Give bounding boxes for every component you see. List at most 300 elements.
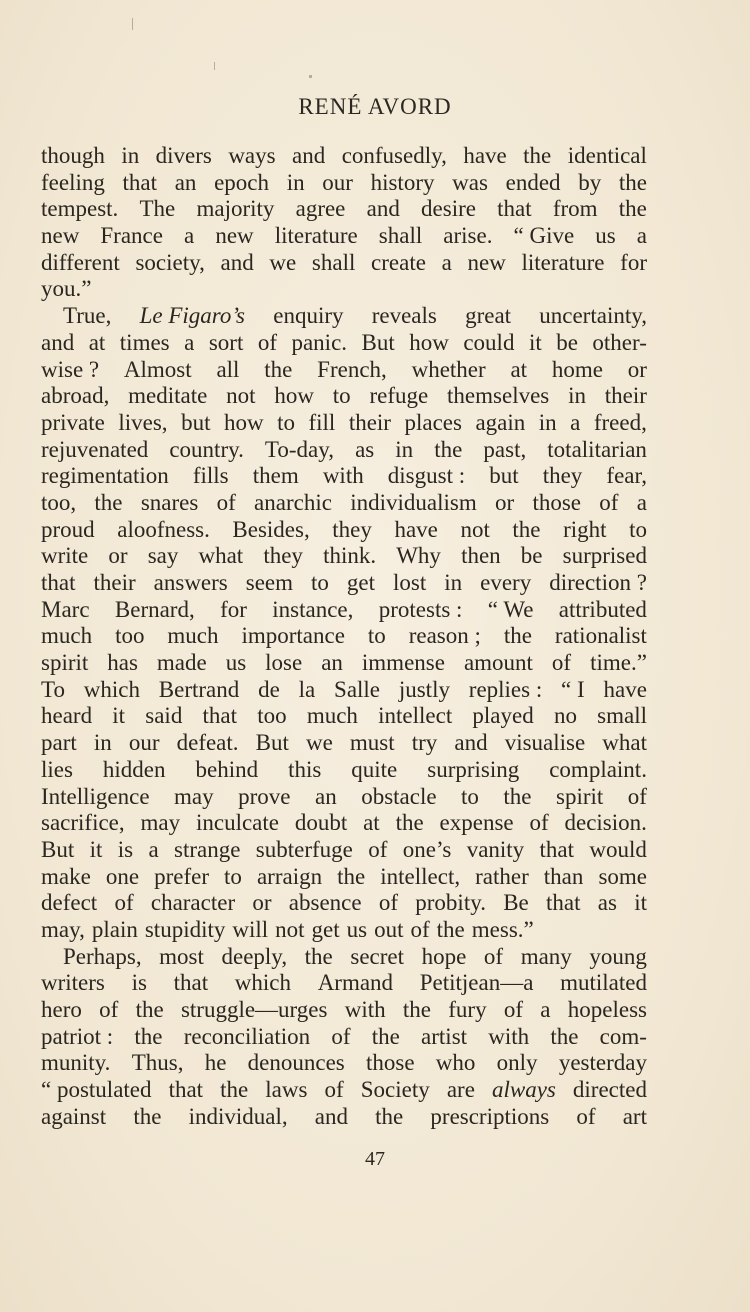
word: create [371, 249, 426, 275]
word: writers [41, 970, 105, 996]
word: a [636, 489, 647, 515]
word: the [304, 943, 333, 969]
word: their [604, 383, 647, 409]
word: too, [41, 489, 77, 515]
word: to [629, 516, 647, 542]
word: doubt [294, 810, 348, 836]
word: character [150, 890, 236, 916]
word: us [346, 916, 368, 942]
word: at [510, 356, 528, 382]
word: epoch [214, 169, 270, 195]
word: absence [288, 890, 362, 916]
text-line [41, 650, 647, 677]
word: and [41, 329, 75, 355]
word: of [114, 890, 134, 916]
word: with [344, 997, 386, 1022]
word: us [225, 650, 247, 676]
word: wise ? [41, 356, 100, 382]
word: that [168, 1077, 204, 1103]
word: may, [41, 916, 85, 942]
word: try [411, 730, 438, 756]
word: lost [393, 570, 427, 595]
word: spirit [556, 783, 604, 809]
word: but [181, 409, 211, 435]
word: a [636, 223, 647, 249]
word: yesterday [558, 1050, 647, 1076]
word: “ Give [513, 223, 575, 249]
word: with [322, 463, 364, 489]
word: who [435, 1050, 476, 1076]
word: stupidity [144, 916, 226, 942]
word: young [589, 943, 647, 969]
word: sort [208, 329, 244, 355]
word: say [147, 543, 179, 569]
word: Society [360, 1077, 430, 1103]
word: this [288, 756, 322, 782]
word: great [465, 303, 512, 329]
text-line [41, 890, 647, 917]
word: subterfuge [255, 836, 353, 862]
word: than [543, 863, 584, 889]
word: Bernard, [114, 596, 195, 622]
word: a [184, 329, 195, 355]
word: from [552, 196, 598, 222]
word: in [395, 436, 414, 462]
text-line [41, 357, 647, 384]
word: rejuvenated [41, 436, 149, 462]
word: no [553, 703, 577, 729]
word: seem [245, 570, 294, 595]
word: To-day, [264, 436, 334, 462]
word: literature [274, 223, 358, 249]
text-line [41, 730, 647, 757]
text-line [41, 597, 647, 624]
word: again [475, 409, 526, 435]
word: to [224, 863, 242, 889]
word: has [107, 650, 138, 676]
word: reason ; [408, 623, 481, 649]
word: prescriptions [430, 1103, 550, 1129]
word: the [220, 1077, 249, 1103]
word: But [41, 836, 75, 862]
word: those [365, 1050, 415, 1076]
word: French, [317, 356, 387, 382]
page-body-text [41, 143, 647, 1130]
word: vanity [466, 836, 525, 862]
text-line [41, 1077, 647, 1104]
paper-speck [309, 75, 312, 78]
word: of [483, 943, 504, 969]
word: will [232, 916, 269, 942]
word: be [556, 329, 578, 355]
word: too [257, 703, 287, 729]
word: it [634, 890, 647, 916]
word: not [460, 516, 490, 542]
word: hero [41, 997, 82, 1022]
word: fear, [606, 463, 647, 489]
word: whether [411, 356, 486, 382]
word: played [472, 703, 534, 729]
word: an [315, 783, 337, 809]
word: protests : [378, 596, 463, 622]
word: confusedly, [341, 143, 447, 168]
word: of [257, 329, 277, 355]
word: Besides, [232, 516, 310, 542]
word: answers [153, 570, 228, 595]
word: com- [599, 1023, 647, 1049]
word: complaint. [549, 756, 647, 782]
word: anarchic [254, 489, 332, 515]
word: in [286, 169, 305, 195]
word: of [378, 890, 399, 916]
word: “ postulated [41, 1077, 152, 1103]
word: not [275, 916, 305, 942]
word: reveals [371, 303, 437, 329]
word: how [274, 383, 314, 409]
word: of [410, 916, 430, 942]
word: hope [421, 943, 467, 969]
word: much [167, 623, 219, 649]
word: rationalist [554, 623, 647, 649]
word: the [402, 997, 431, 1022]
word: times [119, 329, 170, 355]
word: they [263, 543, 303, 569]
word: home [551, 356, 603, 382]
word: refuge [369, 383, 429, 409]
word: defect [41, 890, 98, 916]
word: all [216, 356, 240, 382]
word: to [332, 383, 351, 409]
text-line [41, 570, 647, 597]
word: said [145, 703, 183, 729]
word: surprised [562, 543, 647, 569]
word: fill [308, 409, 336, 435]
word: struggle—urges [180, 997, 328, 1022]
text-line [41, 1024, 647, 1051]
word: inculcate [195, 810, 279, 836]
word: to [367, 623, 386, 649]
word: as [597, 890, 617, 916]
word: and [292, 143, 326, 168]
word: laws [265, 1077, 308, 1103]
word: Armand [317, 970, 394, 996]
word: “ We [487, 596, 534, 622]
word: places [404, 409, 462, 435]
text-line [41, 276, 647, 303]
word: denounces [247, 1050, 345, 1076]
word: at [363, 810, 380, 836]
word: defeat. [176, 730, 239, 756]
word: Bertrand [158, 676, 240, 702]
word: those [532, 489, 581, 515]
word: other- [592, 329, 647, 355]
word: individualism [350, 489, 477, 515]
word: intellect [378, 703, 453, 729]
word: divers [155, 143, 212, 168]
word: most [159, 943, 204, 969]
text-line [41, 784, 647, 811]
word: have [463, 143, 507, 168]
word: freed, [593, 409, 647, 435]
text-line [41, 864, 647, 891]
word: past, [483, 436, 527, 462]
word: patriot : [41, 1023, 114, 1049]
word: reconciliation [183, 1023, 311, 1049]
word: country. [169, 436, 244, 462]
word: you.” [41, 276, 92, 302]
word: the [550, 1023, 579, 1049]
word: visualise [504, 730, 586, 756]
word: which [234, 970, 291, 996]
word: part [41, 730, 77, 756]
word: Thus, [131, 1050, 184, 1076]
word: an [174, 169, 197, 195]
word: right [563, 516, 607, 542]
word: to [461, 783, 479, 809]
word: totalitarian [547, 436, 647, 462]
word: The [139, 196, 176, 222]
word: deeply, [221, 943, 288, 969]
word: they [332, 516, 372, 542]
word: an [321, 650, 343, 676]
word: directed [572, 1077, 647, 1103]
word: the [523, 143, 552, 168]
word: regimentation [41, 463, 169, 489]
word: they [542, 463, 583, 489]
text-line [41, 303, 647, 330]
word: of [216, 489, 236, 515]
word: in [538, 409, 557, 435]
word: it [112, 703, 126, 729]
word: of [529, 810, 549, 836]
word: To [41, 676, 65, 702]
word: attributed [558, 596, 647, 622]
word: the [618, 169, 647, 195]
word: or [108, 543, 128, 569]
text-line [41, 970, 647, 997]
text-line [41, 517, 647, 544]
word: fury [448, 997, 487, 1022]
text-line [41, 330, 647, 357]
word: munity. [41, 1050, 111, 1076]
word: but [489, 463, 519, 489]
word: have [394, 516, 438, 542]
word: strange [174, 836, 241, 862]
word: the [434, 436, 463, 462]
word: prefer [154, 863, 209, 889]
word: of [599, 489, 619, 515]
word: intellect, [380, 863, 461, 889]
word: private [41, 409, 105, 435]
word: literature [521, 249, 605, 275]
word: the [133, 1103, 162, 1129]
word: identical [567, 143, 647, 168]
text-line [41, 383, 647, 410]
word: one [105, 863, 140, 889]
word: ways [228, 143, 276, 168]
word: is [131, 970, 147, 996]
word: the [395, 810, 424, 836]
text-line [41, 437, 647, 464]
word: Almost [123, 356, 192, 382]
word: how [223, 409, 264, 435]
word: tempest. [41, 196, 119, 222]
word: of [99, 997, 119, 1022]
word: spirit [41, 650, 89, 676]
word: would [589, 836, 647, 862]
word: the [264, 356, 293, 382]
word: a [540, 997, 551, 1022]
text-line [41, 143, 647, 170]
word: small [597, 703, 647, 729]
word: abroad, [41, 383, 110, 409]
word: shall [378, 223, 423, 249]
word: art [622, 1103, 647, 1129]
text-line [41, 677, 647, 704]
word: and [454, 730, 488, 756]
word: with [488, 1023, 530, 1049]
word: direction ? [549, 570, 647, 595]
word: the [134, 1023, 163, 1049]
word: and [220, 249, 254, 275]
word: have [603, 676, 647, 702]
word: too [115, 623, 145, 649]
word: lives, [118, 409, 168, 435]
word: could [463, 329, 515, 355]
word: out [374, 916, 404, 942]
word: get [311, 916, 340, 942]
word: themselves [447, 383, 550, 409]
word: feeling [41, 169, 105, 195]
word: for [620, 249, 647, 275]
word: must [349, 730, 395, 756]
word: write [41, 543, 89, 569]
word: which [83, 676, 140, 702]
word: amount [463, 650, 533, 676]
word: the [135, 997, 164, 1022]
word: that [202, 703, 238, 729]
word: France [100, 223, 163, 249]
text-line [41, 196, 647, 223]
word: of [503, 997, 524, 1022]
text-line [41, 463, 647, 490]
word: enquiry [273, 303, 344, 329]
word: immense [361, 650, 445, 676]
word: much [306, 703, 358, 729]
word: panic. [291, 329, 348, 355]
word: are [446, 1077, 475, 1103]
word: at [88, 329, 106, 355]
text-line [41, 410, 647, 437]
text-line [41, 997, 647, 1024]
word: quite [351, 756, 398, 782]
word: get [346, 570, 376, 595]
word: arise. [443, 223, 493, 249]
word: some [598, 863, 647, 889]
word: that [539, 836, 575, 862]
word: only [496, 1050, 538, 1076]
word: many [520, 943, 572, 969]
word: importance [241, 623, 345, 649]
word: rather [475, 863, 529, 889]
word: desire [421, 196, 476, 222]
word: think. [323, 543, 377, 569]
word: by [578, 169, 602, 195]
word: in [93, 730, 112, 756]
word: us [595, 223, 616, 249]
word: we [269, 249, 297, 275]
word: Why [396, 543, 441, 569]
word: aloofness. [117, 516, 210, 542]
word: that [173, 970, 209, 996]
word: expense [439, 810, 514, 836]
word: new [41, 223, 80, 249]
word: instance, [272, 596, 354, 622]
word: plain [91, 916, 138, 942]
word: and [314, 1103, 348, 1129]
word: though [41, 143, 105, 168]
word: our [322, 169, 353, 195]
word: justly [398, 676, 450, 702]
word: Le Figaro’s [139, 303, 246, 329]
text-line [41, 757, 647, 784]
word: secret [350, 943, 405, 969]
word: But [361, 329, 395, 355]
word: for [220, 596, 247, 622]
text-line [41, 837, 647, 864]
word: then [461, 543, 501, 569]
word: or [494, 489, 515, 515]
paper-speck [132, 18, 133, 30]
word: surprising [427, 756, 520, 782]
word: may [174, 783, 214, 809]
word: decision. [564, 810, 647, 836]
text-line [41, 1050, 647, 1077]
word: individual, [188, 1103, 288, 1129]
word: la [298, 676, 316, 702]
word: or [627, 356, 647, 382]
word: lose [265, 650, 303, 676]
text-line [41, 543, 647, 570]
word: and [366, 196, 400, 222]
word: our [128, 730, 160, 756]
word: what [198, 543, 244, 569]
word: every [480, 570, 532, 595]
word: probity. [415, 890, 486, 916]
word: mess.” [471, 916, 534, 942]
word: their [93, 570, 136, 595]
word: much [41, 623, 93, 649]
word: we [305, 730, 333, 756]
word: obstacle [361, 783, 437, 809]
word: that [546, 890, 581, 916]
word: in [121, 143, 140, 168]
word: the [94, 489, 123, 515]
word: new [467, 249, 506, 275]
word: the [512, 516, 541, 542]
word: lies [41, 756, 73, 782]
word: what [602, 730, 647, 756]
word: new [215, 223, 254, 249]
word: Perhaps, [63, 943, 142, 969]
word: different [41, 249, 120, 275]
word: ended [505, 169, 561, 195]
word: one’s [402, 836, 452, 862]
word: of [627, 783, 647, 809]
word: the [436, 916, 465, 942]
paper-speck [214, 62, 215, 70]
text-line [41, 250, 647, 277]
